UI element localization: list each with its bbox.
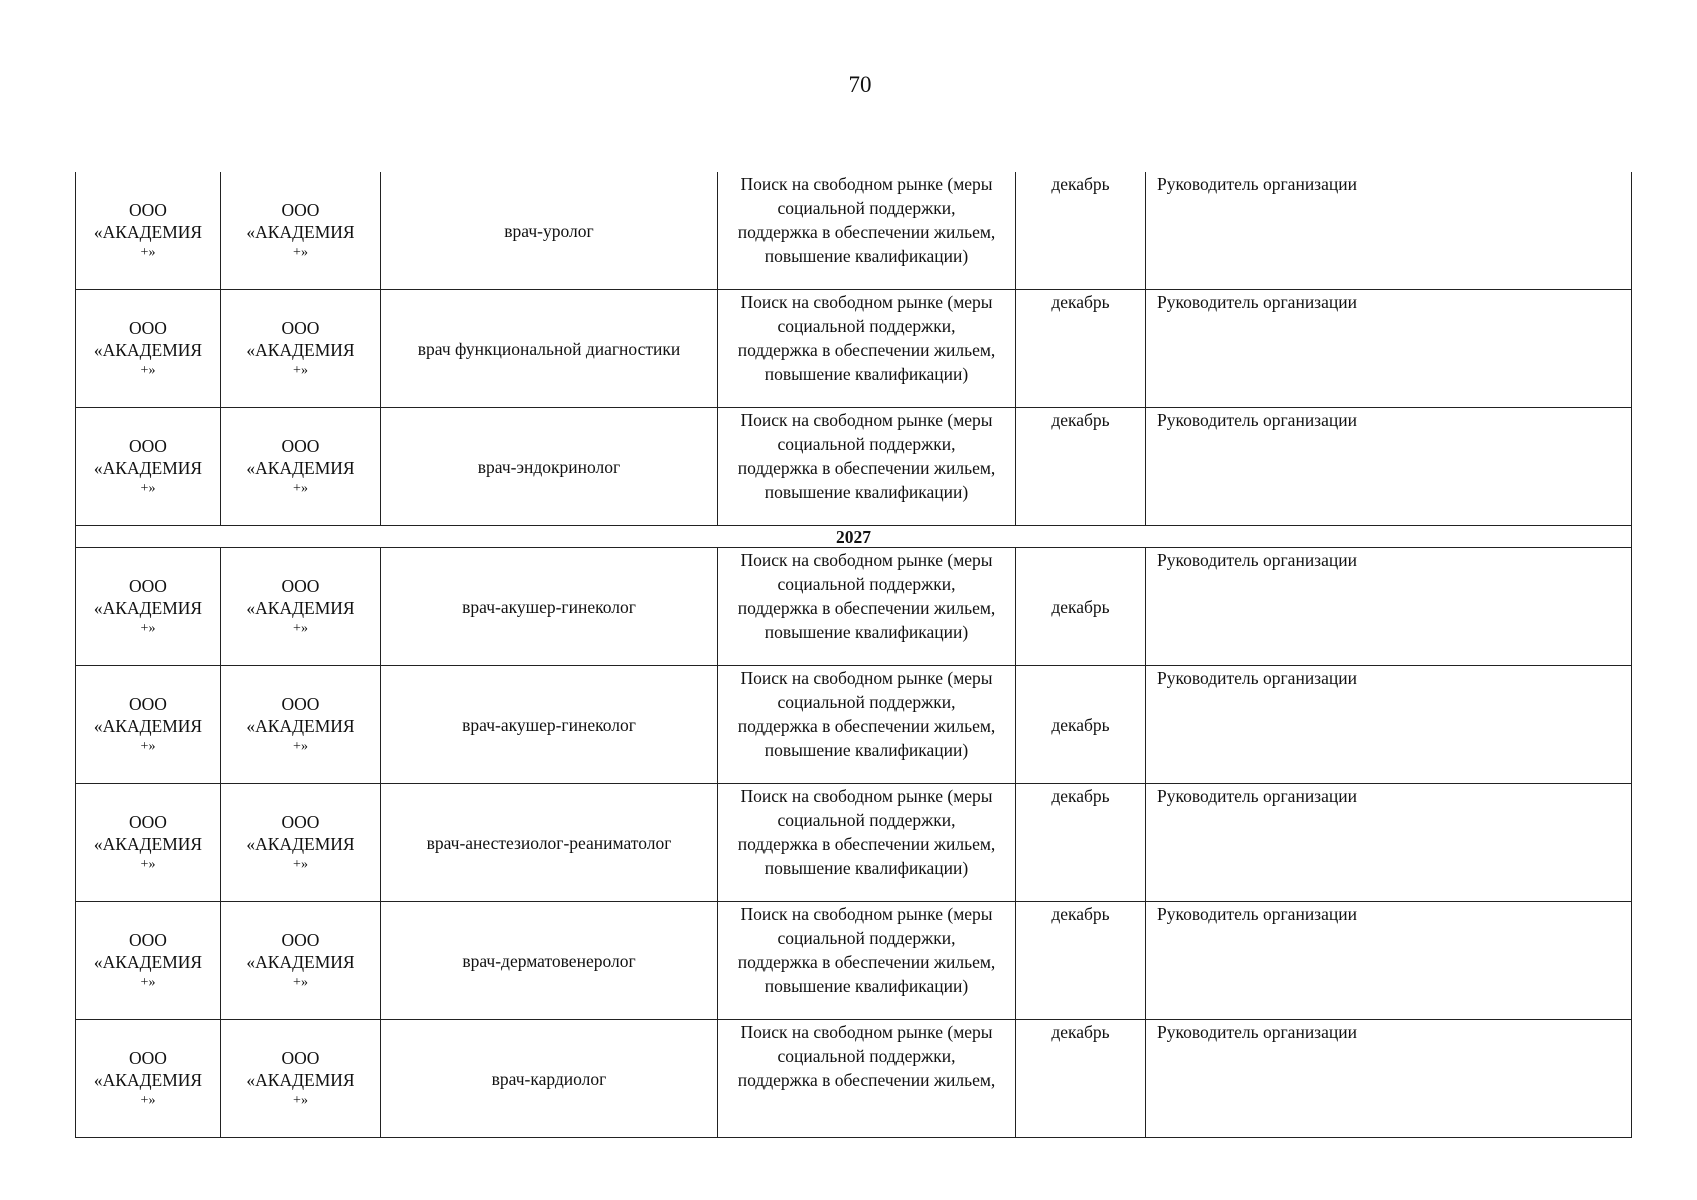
- table-row: [76, 408, 1632, 526]
- measures-line: Поиск на свободном рынке (меры: [740, 668, 993, 688]
- position-cell: врач-анестезиолог-реаниматолог: [381, 784, 718, 902]
- responsible-cell: Руководитель организации: [1146, 902, 1632, 1020]
- organization-line: +»: [140, 1093, 156, 1108]
- year-row: [76, 526, 1632, 548]
- measures-line: поддержка в обеспечении жильем,: [737, 716, 996, 736]
- measures-line: Поиск на свободном рынке (меры: [740, 786, 993, 806]
- organization-line: ООО: [281, 812, 320, 832]
- organization-line: ООО: [129, 1048, 167, 1068]
- measures-cell: [718, 548, 1016, 666]
- position-cell: врач-дерматовенеролог: [381, 902, 718, 1020]
- measures-cell: [718, 408, 1016, 526]
- table-row: [76, 290, 1632, 408]
- organization-line: «АКАДЕМИЯ: [93, 458, 203, 478]
- organization-cell: [221, 290, 381, 408]
- measures-line: поддержка в обеспечении жильем,: [737, 834, 996, 854]
- measures-line: Поиск на свободном рынке (меры: [740, 292, 993, 312]
- organization-line: +»: [140, 363, 156, 378]
- organization-cell: [221, 548, 381, 666]
- deadline-month-cell: декабрь: [1016, 666, 1146, 784]
- organization-cell: [221, 408, 381, 526]
- organization-line: +»: [140, 621, 156, 636]
- organization-line: +»: [293, 621, 308, 636]
- position-cell: врач-акушер-гинеколог: [381, 548, 718, 666]
- responsible-cell: Руководитель организации: [1146, 548, 1632, 666]
- measures-line: повышение квалификации): [764, 246, 969, 266]
- organization-cell: [221, 172, 381, 290]
- organization-line: +»: [140, 975, 156, 990]
- organization-cell: [76, 666, 221, 784]
- measures-cell: [718, 902, 1016, 1020]
- measures-line: социальной поддержки,: [777, 574, 956, 594]
- organization-cell: [221, 784, 381, 902]
- measures-line: поддержка в обеспечении жильем,: [737, 1070, 996, 1090]
- position-cell: врач-акушер-гинеколог: [381, 666, 718, 784]
- deadline-month-cell: декабрь: [1016, 172, 1146, 290]
- measures-line: поддержка в обеспечении жильем,: [737, 340, 996, 360]
- measures-cell: [718, 172, 1016, 290]
- measures-line: социальной поддержки,: [777, 928, 956, 948]
- organization-cell: [76, 290, 221, 408]
- organization-line: «АКАДЕМИЯ: [246, 1070, 355, 1090]
- responsible-cell: Руководитель организации: [1146, 408, 1632, 526]
- deadline-month-cell: декабрь: [1016, 784, 1146, 902]
- organization-line: ООО: [129, 318, 167, 338]
- organization-line: +»: [293, 739, 308, 754]
- organization-line: ООО: [281, 1048, 320, 1068]
- organization-line: +»: [293, 975, 308, 990]
- table-row: [76, 666, 1632, 784]
- deadline-month-cell: декабрь: [1016, 290, 1146, 408]
- organization-line: «АКАДЕМИЯ: [93, 716, 203, 736]
- organization-line: ООО: [281, 318, 320, 338]
- position-cell: врач-эндокринолог: [381, 408, 718, 526]
- responsible-cell: Руководитель организации: [1146, 784, 1632, 902]
- organization-line: «АКАДЕМИЯ: [93, 598, 203, 618]
- deadline-month-cell: декабрь: [1016, 548, 1146, 666]
- position-cell: врач функциональной диагностики: [381, 290, 718, 408]
- organization-line: ООО: [281, 436, 320, 456]
- table-body: [76, 172, 1632, 1138]
- organization-line: ООО: [129, 812, 167, 832]
- table-row: [76, 902, 1632, 1020]
- organization-line: +»: [293, 481, 308, 496]
- organization-line: +»: [140, 857, 156, 872]
- organization-cell: [76, 172, 221, 290]
- page-number: 70: [848, 72, 872, 97]
- organization-line: «АКАДЕМИЯ: [93, 222, 203, 242]
- deadline-month-cell: декабрь: [1016, 408, 1146, 526]
- organization-line: +»: [140, 739, 156, 754]
- measures-cell: [718, 666, 1016, 784]
- measures-line: повышение квалификации): [764, 364, 969, 384]
- year-label: 2027: [76, 526, 1632, 548]
- organization-line: ООО: [281, 200, 320, 220]
- measures-line: поддержка в обеспечении жильем,: [737, 598, 996, 618]
- measures-line: повышение квалификации): [764, 482, 969, 502]
- organization-line: «АКАДЕМИЯ: [246, 458, 355, 478]
- measures-line: поддержка в обеспечении жильем,: [737, 222, 996, 242]
- measures-line: повышение квалификации): [764, 622, 969, 642]
- organization-line: ООО: [281, 930, 320, 950]
- organization-line: ООО: [129, 576, 167, 596]
- organization-line: «АКАДЕМИЯ: [246, 222, 355, 242]
- table-row: [76, 548, 1632, 666]
- measures-line: Поиск на свободном рынке (меры: [740, 904, 993, 924]
- staffing-plan-table: [75, 172, 1632, 1138]
- responsible-cell: Руководитель организации: [1146, 1020, 1632, 1138]
- organization-line: ООО: [281, 694, 320, 714]
- organization-line: «АКАДЕМИЯ: [93, 834, 203, 854]
- measures-line: социальной поддержки,: [777, 810, 956, 830]
- measures-line: социальной поддержки,: [777, 316, 956, 336]
- measures-line: социальной поддержки,: [777, 1046, 956, 1066]
- organization-line: +»: [293, 857, 308, 872]
- organization-cell: [76, 784, 221, 902]
- deadline-month-cell: декабрь: [1016, 902, 1146, 1020]
- organization-line: +»: [293, 245, 308, 260]
- organization-cell: [76, 548, 221, 666]
- organization-cell: [76, 408, 221, 526]
- organization-line: ООО: [129, 694, 167, 714]
- organization-line: «АКАДЕМИЯ: [246, 716, 355, 736]
- table-row: [76, 172, 1632, 290]
- organization-line: +»: [140, 245, 156, 260]
- measures-line: Поиск на свободном рынке (меры: [740, 174, 993, 194]
- position-cell: врач-кардиолог: [381, 1020, 718, 1138]
- organization-line: ООО: [129, 930, 167, 950]
- organization-line: ООО: [129, 436, 167, 456]
- organization-line: +»: [140, 481, 156, 496]
- responsible-cell: Руководитель организации: [1146, 290, 1632, 408]
- organization-cell: [76, 902, 221, 1020]
- measures-cell: [718, 784, 1016, 902]
- organization-cell: [221, 902, 381, 1020]
- measures-cell: [718, 290, 1016, 408]
- organization-line: «АКАДЕМИЯ: [246, 340, 355, 360]
- organization-cell: [221, 1020, 381, 1138]
- organization-line: «АКАДЕМИЯ: [93, 952, 203, 972]
- measures-line: повышение квалификации): [764, 976, 969, 996]
- table-row: [76, 784, 1632, 902]
- position-cell: врач-уролог: [381, 172, 718, 290]
- organization-cell: [76, 1020, 221, 1138]
- organization-line: «АКАДЕМИЯ: [246, 598, 355, 618]
- measures-line: Поиск на свободном рынке (меры: [740, 550, 993, 570]
- measures-cell: [718, 1020, 1016, 1138]
- responsible-cell: Руководитель организации: [1146, 172, 1632, 290]
- organization-line: «АКАДЕМИЯ: [93, 1070, 203, 1090]
- measures-line: поддержка в обеспечении жильем,: [737, 952, 996, 972]
- measures-line: поддержка в обеспечении жильем,: [737, 458, 996, 478]
- measures-line: социальной поддержки,: [777, 198, 956, 218]
- deadline-month-cell: декабрь: [1016, 1020, 1146, 1138]
- organization-line: «АКАДЕМИЯ: [246, 952, 355, 972]
- organization-line: «АКАДЕМИЯ: [246, 834, 355, 854]
- measures-line: повышение квалификации): [764, 740, 969, 760]
- measures-line: Поиск на свободном рынке (меры: [740, 410, 993, 430]
- organization-line: +»: [293, 1093, 308, 1108]
- organization-line: ООО: [281, 576, 320, 596]
- table-row: [76, 1020, 1632, 1138]
- organization-line: «АКАДЕМИЯ: [93, 340, 203, 360]
- responsible-cell: Руководитель организации: [1146, 666, 1632, 784]
- measures-line: Поиск на свободном рынке (меры: [740, 1022, 993, 1042]
- organization-line: ООО: [129, 200, 167, 220]
- measures-line: повышение квалификации): [764, 858, 969, 878]
- organization-cell: [221, 666, 381, 784]
- measures-line: социальной поддержки,: [777, 692, 956, 712]
- measures-line: социальной поддержки,: [777, 434, 956, 454]
- organization-line: +»: [293, 363, 308, 378]
